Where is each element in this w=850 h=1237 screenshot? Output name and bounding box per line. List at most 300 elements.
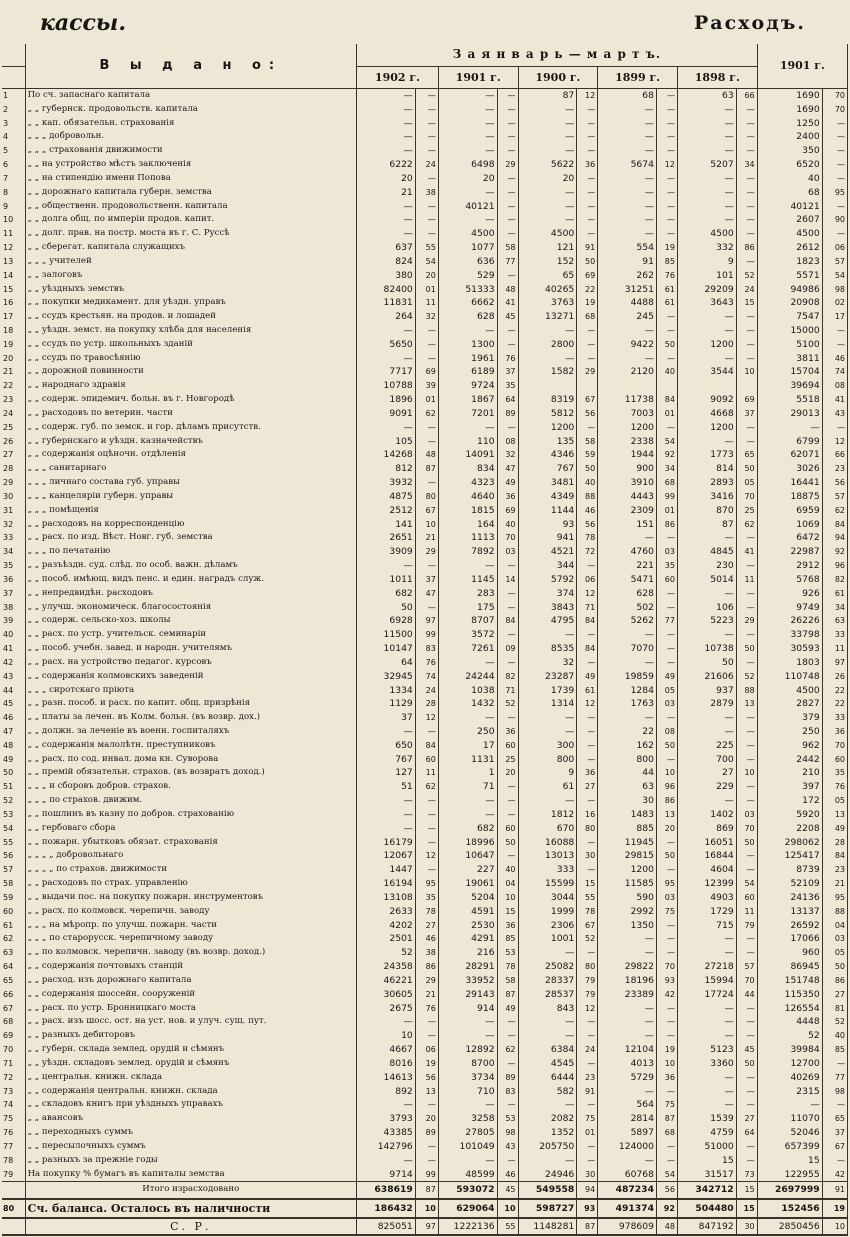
row-value: 40121 [757, 199, 822, 213]
row-value: 39984 [757, 1043, 822, 1057]
row-value: — [577, 628, 598, 642]
row-value: 1739 [518, 683, 577, 697]
row-value: 27 [415, 918, 438, 932]
row-value: — [677, 102, 736, 116]
balance-cell: 629064 [438, 1199, 497, 1218]
row-label: „ „ расход. изъ дорожнаго капитала [25, 974, 356, 988]
row-value: 27 [736, 1112, 757, 1126]
row-value: 81 [822, 1001, 847, 1015]
row-value: 2501 [357, 932, 416, 946]
row-value: 76 [415, 1001, 438, 1015]
row-value: — [415, 227, 438, 241]
row-label: „ „ складовъ книгъ при уѣздныхъ управахъ [25, 1098, 356, 1112]
row-value: 23 [577, 1070, 598, 1084]
row-value: — [497, 780, 518, 794]
row-value: 9 [518, 766, 577, 780]
header-year-1902: 1902 г. [357, 66, 439, 88]
table-row [2, 697, 848, 711]
row-value: 31251 [598, 282, 657, 296]
row-value: 37 [736, 407, 757, 421]
row-label: „ „ расх. на устройство педагог. курсовъ [25, 655, 356, 669]
row-value: — [736, 227, 757, 241]
row-value: 29209 [677, 282, 736, 296]
row-value: 5622 [518, 158, 577, 172]
row-value: 9091 [357, 407, 416, 421]
row-label: „ „ „ добровольн. [25, 130, 356, 144]
row-value: 60768 [598, 1167, 657, 1181]
row-value: 57 [822, 490, 847, 504]
row-value: 37 [415, 572, 438, 586]
row-value: 13 [822, 808, 847, 822]
row-value: 18875 [757, 490, 822, 504]
row-value: 2827 [757, 697, 822, 711]
row-label: „ „ расх. по устр. учительск. семинаріи [25, 628, 356, 642]
row-number: 33 [2, 531, 25, 545]
row-value: — [736, 420, 757, 434]
row-value: 628 [598, 586, 657, 600]
row-value: 2208 [757, 821, 822, 835]
row-value: 15 [497, 904, 518, 918]
row-number: 41 [2, 642, 25, 656]
row-value: 36 [497, 725, 518, 739]
row-value: 90 [822, 213, 847, 227]
row-value: — [656, 531, 677, 545]
row-value: 56 [577, 407, 598, 421]
row-value: 23 [822, 462, 847, 476]
row-number: 69 [2, 1029, 25, 1043]
row-label: „ „ ссудъ крестьян. на продов. и лошадей [25, 310, 356, 324]
row-number: 73 [2, 1084, 25, 1098]
row-value: 29 [577, 365, 598, 379]
row-value: — [415, 1098, 438, 1112]
row-value: — [736, 725, 757, 739]
row-value: 3572 [438, 628, 497, 642]
row-value: 35 [822, 766, 847, 780]
row-value: 65 [822, 1112, 847, 1126]
row-value: 4591 [438, 904, 497, 918]
row-value: 53 [497, 946, 518, 960]
row-label: „ „ „ страхованія движимости [25, 144, 356, 158]
row-label: „ „ дорожнаго капитала губерн. земства [25, 185, 356, 199]
row-value: 36 [497, 490, 518, 504]
row-value: 1690 [757, 88, 822, 102]
row-value: 20 [438, 171, 497, 185]
row-value: 84 [415, 738, 438, 752]
row-value: 21606 [677, 669, 736, 683]
row-value: — [677, 130, 736, 144]
row-value: — [518, 1153, 577, 1167]
row-value: — [736, 655, 757, 669]
row-number: 59 [2, 891, 25, 905]
row-value: 151 [598, 517, 657, 531]
table-row [2, 448, 848, 462]
row-value: 45 [497, 310, 518, 324]
row-number: 60 [2, 904, 25, 918]
row-value: 152 [518, 254, 577, 268]
row-value: 5897 [598, 1126, 657, 1140]
row-value: — [736, 932, 757, 946]
row-value: 4291 [438, 932, 497, 946]
row-value: 84 [656, 393, 677, 407]
row-value: 96 [656, 780, 677, 794]
row-value: 1961 [438, 351, 497, 365]
table-row [2, 891, 848, 905]
row-label: „ „ пересылочныхъ суммъ [25, 1139, 356, 1153]
row-value: 70 [497, 531, 518, 545]
row-value: 1334 [357, 683, 416, 697]
row-value: 2082 [518, 1112, 577, 1126]
row-value: 36 [577, 766, 598, 780]
table-row [2, 780, 848, 794]
row-value [656, 379, 677, 393]
row-value: 40121 [438, 199, 497, 213]
row-value: 06 [415, 1043, 438, 1057]
row-label: „ „ содержанія центральн. книжн. склада [25, 1084, 356, 1098]
row-value: — [656, 227, 677, 241]
row-value: 50 [736, 835, 757, 849]
row-value: 210 [757, 766, 822, 780]
total-cell: 2697999 [757, 1181, 822, 1199]
row-value: — [438, 794, 497, 808]
row-value: 12067 [357, 849, 416, 863]
row-value: — [497, 1153, 518, 1167]
row-value: 40 [577, 476, 598, 490]
table-row [2, 102, 848, 116]
row-value: 172 [757, 794, 822, 808]
row-value: — [677, 1001, 736, 1015]
row-value: 869 [677, 821, 736, 835]
row-value: 6472 [757, 531, 822, 545]
row-value: 19061 [438, 877, 497, 891]
row-value: — [497, 655, 518, 669]
table-row [2, 1001, 848, 1015]
row-value: — [577, 863, 598, 877]
row-value: 98 [822, 282, 847, 296]
row-value: 55 [415, 241, 438, 255]
row-value: 2879 [677, 697, 736, 711]
row-number: 40 [2, 628, 25, 642]
row-value: 106 [677, 600, 736, 614]
row-value: 1447 [357, 863, 416, 877]
row-value: — [497, 171, 518, 185]
row-number: 72 [2, 1070, 25, 1084]
row-value: — [357, 1015, 416, 1029]
row-value: — [577, 1153, 598, 1167]
row-value: 76 [415, 655, 438, 669]
row-value: 4346 [518, 448, 577, 462]
row-value: 4500 [757, 227, 822, 241]
row-value: 50 [656, 849, 677, 863]
row-value: 710 [438, 1084, 497, 1098]
row-value: 48 [497, 282, 518, 296]
row-value: — [518, 213, 577, 227]
balance-row [2, 1199, 848, 1218]
row-value: 75 [656, 1098, 677, 1112]
row-value: 61 [656, 296, 677, 310]
row-value: 1803 [757, 655, 822, 669]
row-value: — [438, 88, 497, 102]
row-value: 38 [415, 946, 438, 960]
table-row [2, 1056, 848, 1070]
row-value: 28537 [518, 987, 577, 1001]
balance-cell: 92 [656, 1199, 677, 1218]
row-number: 56 [2, 849, 25, 863]
row-value: 12 [577, 586, 598, 600]
table-row [2, 835, 848, 849]
row-value: 6799 [757, 434, 822, 448]
row-value: 91 [598, 254, 657, 268]
row-value: — [736, 337, 757, 351]
row-value: 29013 [757, 407, 822, 421]
row-value: 52 [577, 932, 598, 946]
row-value: 62 [415, 780, 438, 794]
row-value: 23287 [518, 669, 577, 683]
row-value: 12 [822, 434, 847, 448]
row-number: 10 [2, 213, 25, 227]
row-value: 1077 [438, 241, 497, 255]
row-value: 22987 [757, 545, 822, 559]
row-value: 2442 [757, 752, 822, 766]
row-value: 3793 [357, 1112, 416, 1126]
row-value: 40269 [757, 1070, 822, 1084]
row-value: — [822, 171, 847, 185]
row-value: 01 [415, 282, 438, 296]
row-value: 3910 [598, 476, 657, 490]
row-value: — [677, 324, 736, 338]
total-cell: 87 [415, 1181, 438, 1199]
row-value: 71 [577, 600, 598, 614]
row-label: „ „ содержанія оцѣночн. отдѣленія [25, 448, 356, 462]
row-value: — [736, 738, 757, 752]
row-value: 85 [822, 1043, 847, 1057]
row-value: 3416 [677, 490, 736, 504]
row-value: — [357, 144, 416, 158]
row-value: 64 [736, 1126, 757, 1140]
row-value: 7070 [598, 642, 657, 656]
row-value: 16179 [357, 835, 416, 849]
row-number: 70 [2, 1043, 25, 1057]
row-value: 4521 [518, 545, 577, 559]
row-value: 1200 [518, 420, 577, 434]
row-value: 67 [822, 1139, 847, 1153]
row-value: 2893 [677, 476, 736, 490]
row-value: 900 [598, 462, 657, 476]
row-value: 4875 [357, 490, 416, 504]
row-number: 51 [2, 780, 25, 794]
row-value: — [357, 199, 416, 213]
row-value: 12104 [598, 1043, 657, 1057]
row-value: 20 [518, 171, 577, 185]
row-value: — [518, 351, 577, 365]
row-label: „ „ содерж. губ. по земск. и гор. дѣламъ присутств. [25, 420, 356, 434]
row-value: — [677, 1084, 736, 1098]
table-row [2, 130, 848, 144]
row-value: 17 [822, 310, 847, 324]
row-value: — [497, 337, 518, 351]
row-value: 10 [736, 365, 757, 379]
row-value: 11 [736, 904, 757, 918]
row-value: 27805 [438, 1126, 497, 1140]
row-value: — [497, 102, 518, 116]
row-number: 11 [2, 227, 25, 241]
row-value: 50 [577, 254, 598, 268]
row-value: 10 [656, 1056, 677, 1070]
row-value: 57 [736, 960, 757, 974]
row-value: 124000 [598, 1139, 657, 1153]
row-value: — [677, 199, 736, 213]
row-value: — [822, 199, 847, 213]
row-value: 4448 [757, 1015, 822, 1029]
row-number: 79 [2, 1167, 25, 1181]
row-value: 23 [822, 863, 847, 877]
row-number: 75 [2, 1112, 25, 1126]
row-value: 10 [357, 1029, 416, 1043]
row-value: — [656, 185, 677, 199]
row-number: 44 [2, 683, 25, 697]
row-value: 25 [497, 752, 518, 766]
row-value: 82400 [357, 282, 416, 296]
row-value: 2800 [518, 337, 577, 351]
row-value: 40 [497, 863, 518, 877]
row-value: — [577, 213, 598, 227]
row-value: 14268 [357, 448, 416, 462]
row-value: 27 [822, 987, 847, 1001]
row-value: 60 [822, 752, 847, 766]
row-value: — [577, 324, 598, 338]
row-value: — [497, 116, 518, 130]
row-value: 77 [656, 614, 677, 628]
row-value: 6520 [757, 158, 822, 172]
row-value: — [415, 808, 438, 822]
row-value: — [656, 1084, 677, 1098]
row-value: 221 [598, 559, 657, 573]
row-value: 50 [357, 600, 416, 614]
row-value: 34 [736, 158, 757, 172]
row-value: 45 [736, 1043, 757, 1057]
row-number: 8 [2, 185, 25, 199]
row-value: — [656, 324, 677, 338]
row-value: 06 [822, 241, 847, 255]
row-value: 62 [497, 1043, 518, 1057]
row-value: 76 [656, 268, 677, 282]
row-label: „ „ платы за лечен. въ Колм. больн. (въ возвр. дох.) [25, 711, 356, 725]
row-value: 1815 [438, 503, 497, 517]
row-value: 12892 [438, 1043, 497, 1057]
row-value: 101 [677, 268, 736, 282]
row-value: 15 [757, 1153, 822, 1167]
row-value: — [577, 835, 598, 849]
row-value: — [415, 1029, 438, 1043]
row-value: 46 [577, 503, 598, 517]
row-value: — [598, 946, 657, 960]
row-value: 16051 [677, 835, 736, 849]
row-value: — [415, 144, 438, 158]
row-value: — [736, 1139, 757, 1153]
row-value: 68 [656, 1126, 677, 1140]
row-value: — [497, 213, 518, 227]
row-value: 2512 [357, 503, 416, 517]
row-value: 2612 [757, 241, 822, 255]
row-label: „ „ расх. изъ шосс. ост. на уст. нов. и улуч. сущ. пут. [25, 1015, 356, 1029]
row-value: 24136 [757, 891, 822, 905]
row-value: 28 [822, 835, 847, 849]
row-value: — [497, 1029, 518, 1043]
row-value: 49 [822, 821, 847, 835]
table-row [2, 1070, 848, 1084]
row-value: 333 [518, 863, 577, 877]
row-value: 4443 [598, 490, 657, 504]
row-value: 1145 [438, 572, 497, 586]
row-value: 52046 [757, 1126, 822, 1140]
row-value: 83 [497, 1084, 518, 1098]
grand-total-row [2, 1218, 848, 1235]
row-value: — [656, 946, 677, 960]
balance-cell: 10 [497, 1199, 518, 1218]
row-value: 29 [736, 614, 757, 628]
row-value: 3026 [757, 462, 822, 476]
table-row [2, 821, 848, 835]
row-value: 3643 [677, 296, 736, 310]
row-value: 9724 [438, 379, 497, 393]
row-value: — [518, 946, 577, 960]
row-value: 1999 [518, 904, 577, 918]
row-value: — [438, 655, 497, 669]
row-label: „ „ общественн. продовольственн. капитала [25, 199, 356, 213]
row-value: 800 [598, 752, 657, 766]
row-value: — [438, 144, 497, 158]
row-value: 65 [736, 448, 757, 462]
row-value: — [357, 725, 416, 739]
row-value: — [438, 185, 497, 199]
row-value: 14 [497, 572, 518, 586]
row-label: „ „ непредвидѣн. расходовъ [25, 586, 356, 600]
row-value: 08 [656, 725, 677, 739]
row-value: 70 [822, 88, 847, 102]
row-value: — [415, 821, 438, 835]
row-value: 60 [497, 738, 518, 752]
row-number: 57 [2, 863, 25, 877]
row-value: — [577, 337, 598, 351]
row-value [677, 379, 736, 393]
row-value: 11500 [357, 628, 416, 642]
row-value: 60 [736, 891, 757, 905]
row-label: „ „ содержанія шоссейн. сооруженій [25, 987, 356, 1001]
row-value: 40 [822, 1029, 847, 1043]
row-value: — [497, 600, 518, 614]
row-number: 22 [2, 379, 25, 393]
row-value: — [598, 171, 657, 185]
table-row [2, 1153, 848, 1167]
table-row [2, 379, 848, 393]
row-value: 11831 [357, 296, 416, 310]
row-value: 74 [415, 669, 438, 683]
row-number: 34 [2, 545, 25, 559]
row-value: 50 [577, 462, 598, 476]
row-value: 18196 [598, 974, 657, 988]
row-value: 30 [577, 1167, 598, 1181]
row-value: 70 [822, 738, 847, 752]
row-number: 12 [2, 241, 25, 255]
row-value: 08 [497, 434, 518, 448]
row-label: „ „ расходовъ по страх. управленію [25, 877, 356, 891]
row-value: — [736, 171, 757, 185]
row-value: 80 [577, 821, 598, 835]
row-value: — [357, 559, 416, 573]
row-value: 824 [357, 254, 416, 268]
row-value: 23389 [598, 987, 657, 1001]
row-value: 50 [736, 1056, 757, 1070]
row-value: 09 [497, 642, 518, 656]
